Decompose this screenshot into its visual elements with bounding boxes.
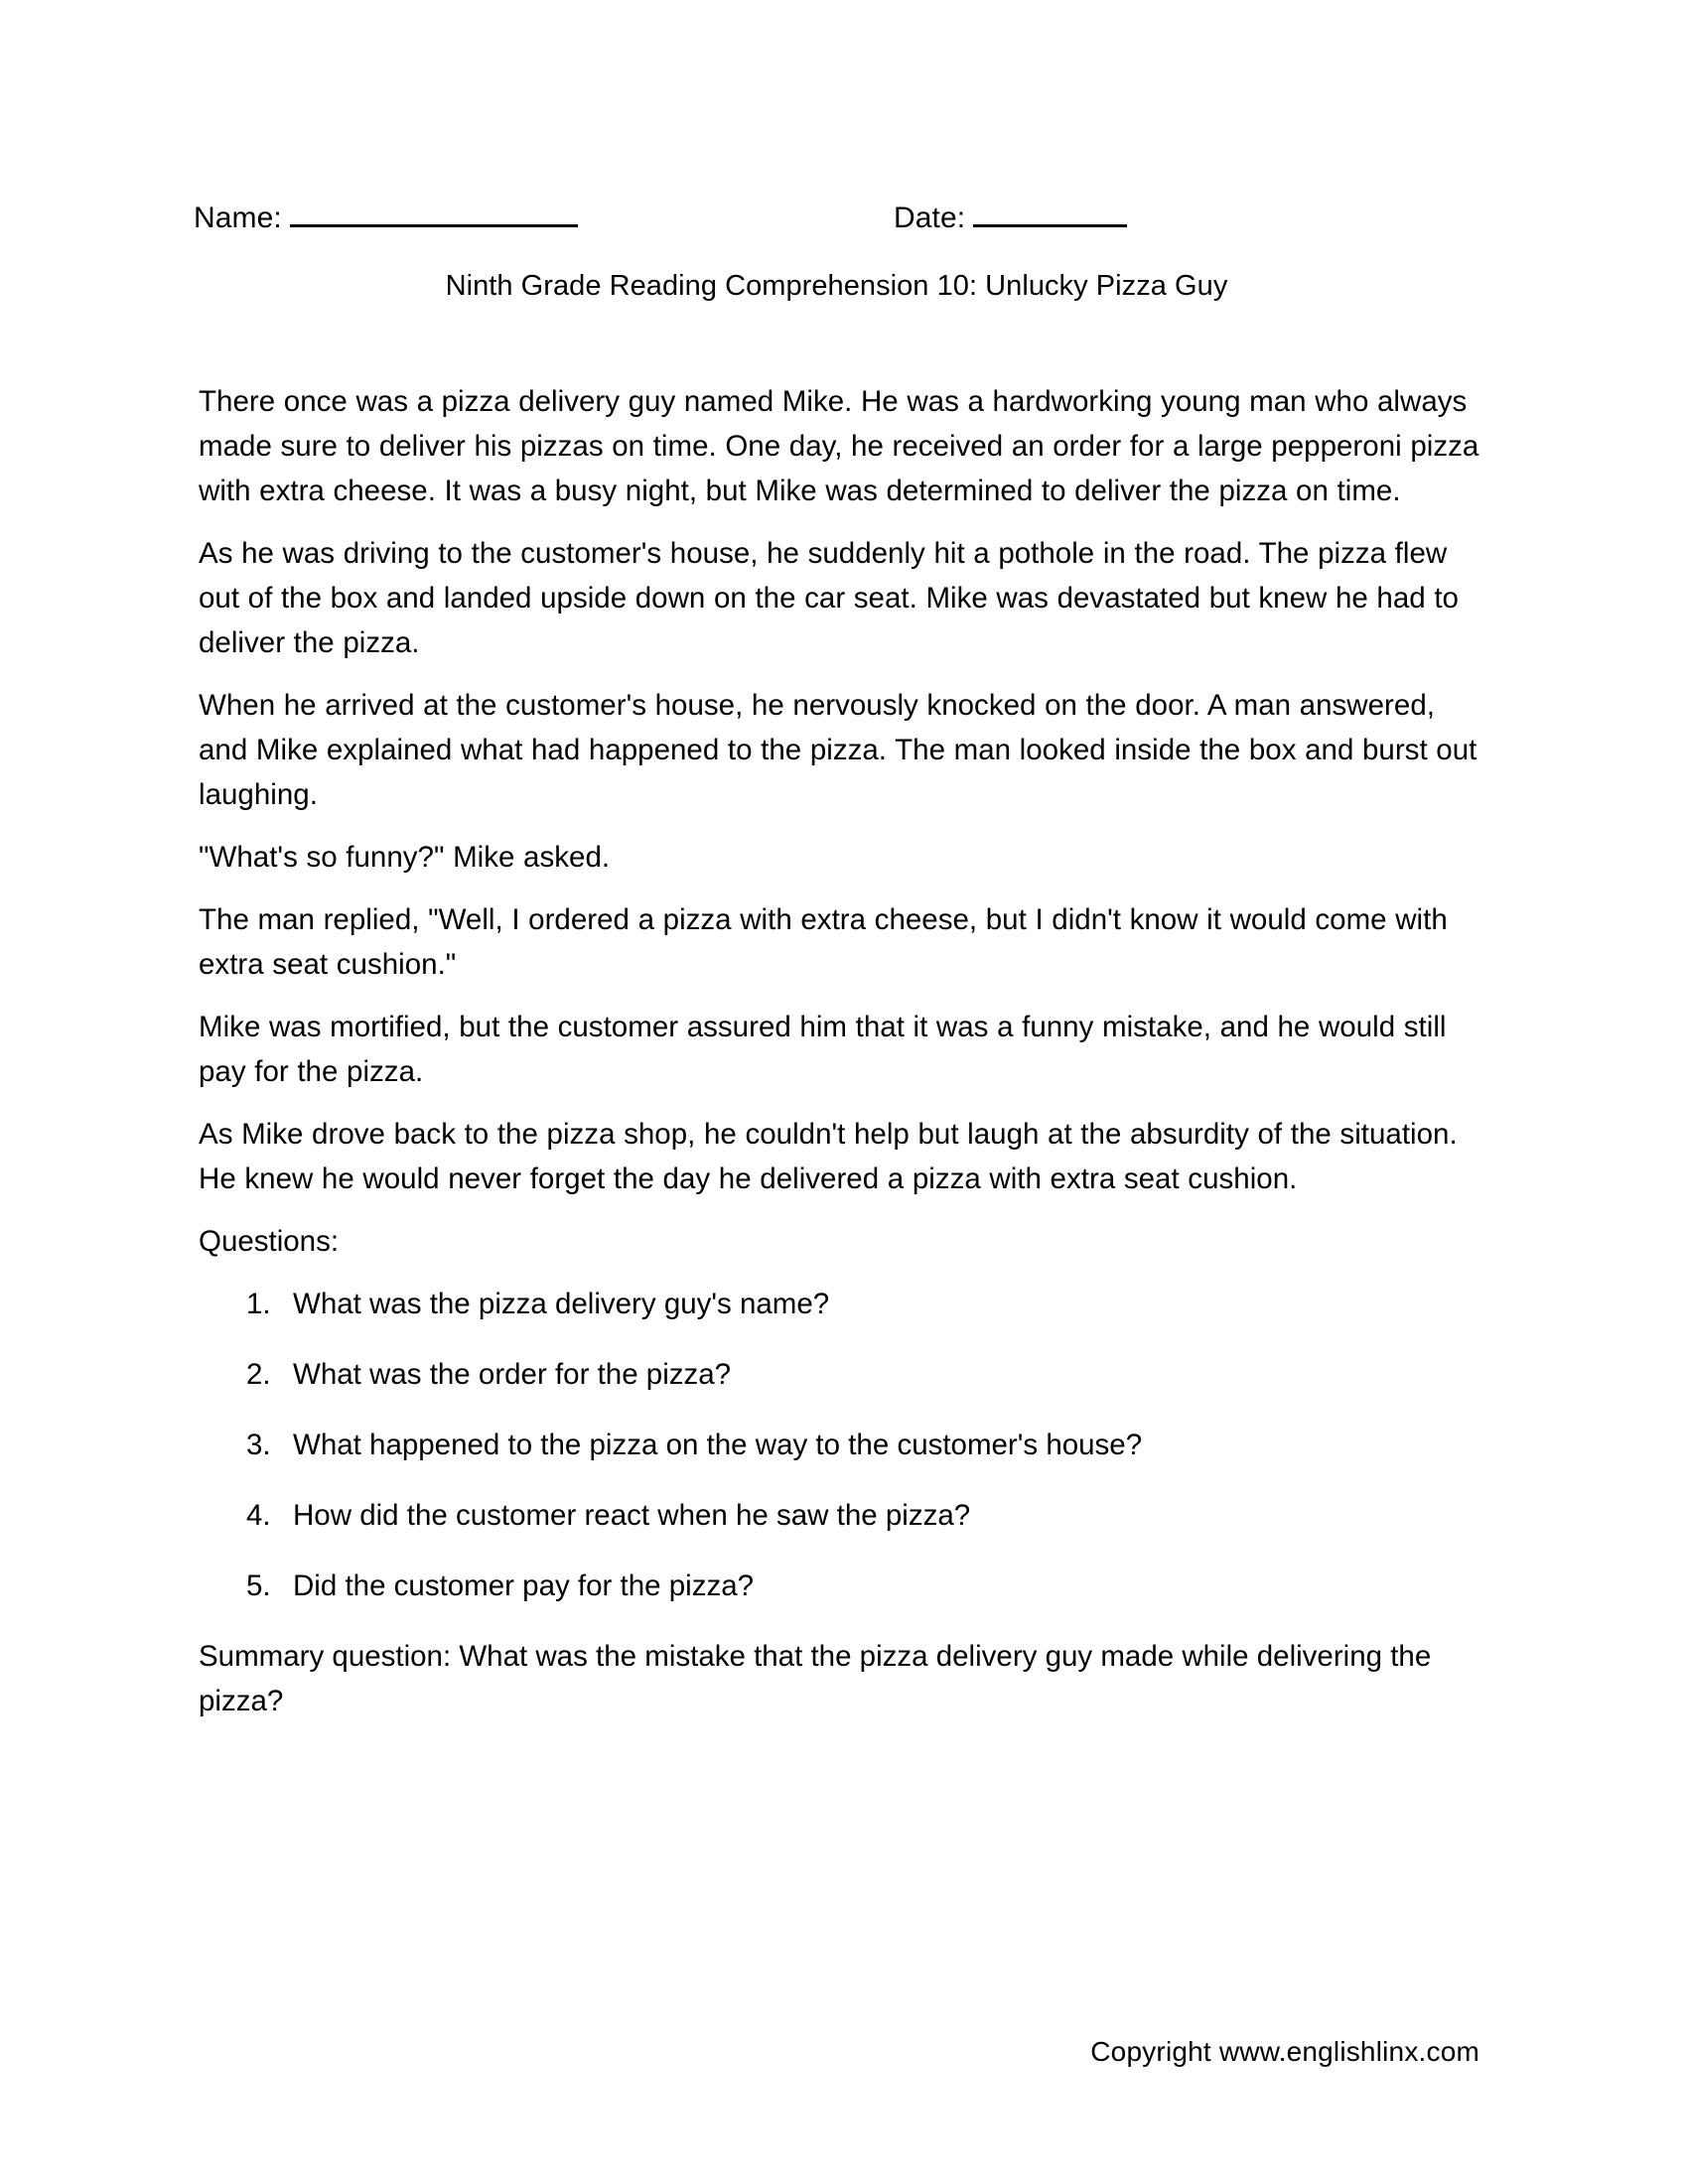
name-input-rule[interactable] xyxy=(290,191,578,227)
questions-heading: Questions: xyxy=(199,1225,340,1258)
question-number: 4. xyxy=(246,1499,271,1532)
question-text: Did the customer pay for the pizza? xyxy=(293,1570,755,1602)
list-item xyxy=(199,1282,1479,1326)
date-label: Date: xyxy=(894,202,966,234)
copyright-footer: Copyright www.englishlinx.com xyxy=(1090,2036,1479,2067)
list-item xyxy=(199,1564,1479,1608)
question-number: 3. xyxy=(246,1429,271,1461)
passage-body xyxy=(199,379,1479,1723)
question-text: How did the customer react when he saw the pizza? xyxy=(293,1499,971,1532)
page-title: Ninth Grade Reading Comprehension 10: Unlucky Pizza Guy xyxy=(445,270,1228,302)
passage-paragraph: The man replied, "Well, I ordered a pizza with extra cheese, but I didn't know it would come with extra seat cushion." xyxy=(199,903,1448,981)
header-fields-row xyxy=(194,191,1484,238)
questions-list xyxy=(199,1282,1479,1608)
list-item xyxy=(199,1423,1479,1467)
list-item xyxy=(199,1493,1479,1538)
passage-paragraph: As he was driving to the customer's house, he suddenly hit a pothole in the road. The pizza flew out of the box and landed upside down on the car seat. Mike was devastated but knew he had to deliver the pizza. xyxy=(199,537,1459,659)
question-text: What was the pizza delivery guy's name? xyxy=(293,1288,830,1320)
passage-paragraph: There once was a pizza delivery guy named Mike. He was a hardworking young man who always made sure to deliver his pizzas on time. One day, he received an order for a large pepperoni pizza with extra cheese. It was a busy night, but Mike was determined to deliver the pizza on time. xyxy=(199,385,1479,507)
summary-question: Summary question: What was the mistake that the pizza delivery guy made while delivering the pizza? xyxy=(199,1640,1432,1717)
name-label: Name: xyxy=(194,202,282,234)
passage-paragraph: As Mike drove back to the pizza shop, he couldn't help but laugh at the absurdity of the situation. He knew he would never forget the day he delivered a pizza with extra seat cushion. xyxy=(199,1118,1458,1195)
name-field-group xyxy=(194,191,578,238)
passage-paragraph: Mike was mortified, but the customer assured him that it was a funny mistake, and he would still pay for the pizza. xyxy=(199,1011,1447,1088)
date-input-rule[interactable] xyxy=(973,191,1127,227)
passage-paragraph: "What's so funny?" Mike asked. xyxy=(199,841,611,874)
question-text: What was the order for the pizza? xyxy=(293,1358,732,1391)
passage-paragraph: When he arrived at the customer's house, he nervously knocked on the door. A man answered, and Mike explained what had happened to the pizza. The man looked inside the box and burst out laughing. xyxy=(199,689,1477,811)
date-field-group xyxy=(894,191,1127,238)
list-item xyxy=(199,1352,1479,1397)
question-number: 1. xyxy=(246,1288,271,1320)
question-number: 2. xyxy=(246,1358,271,1391)
question-text: What happened to the pizza on the way to the customer's house? xyxy=(293,1429,1143,1461)
question-number: 5. xyxy=(246,1570,271,1602)
